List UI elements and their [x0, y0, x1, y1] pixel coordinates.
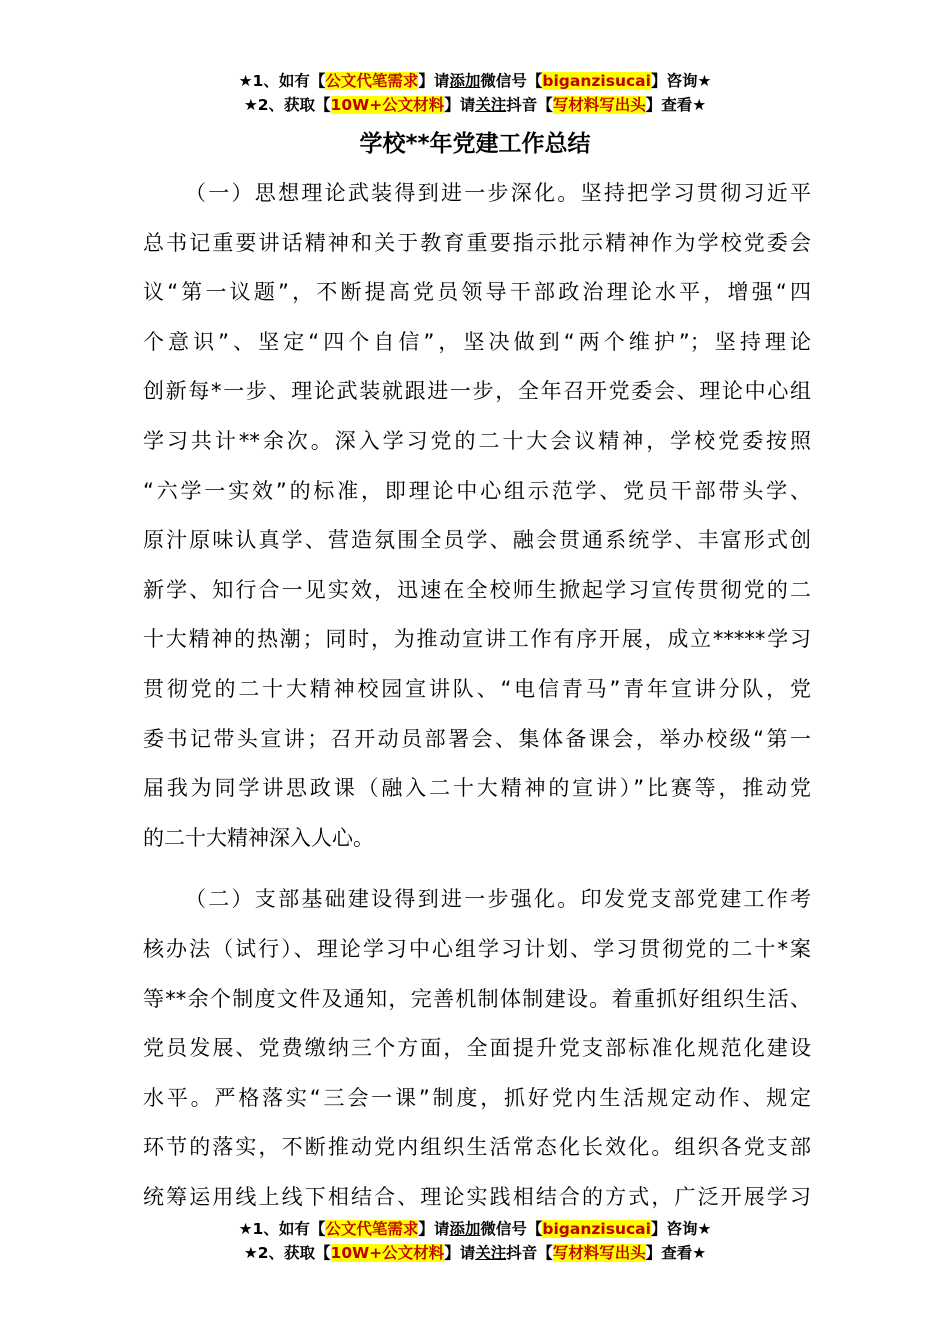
document-body [143, 169, 811, 1222]
banner-underline: 添加 [449, 1220, 481, 1238]
banner-highlight: biganzisucai [542, 1220, 651, 1238]
header-banner [0, 69, 950, 117]
banner-underline: 添加 [449, 72, 481, 90]
footer-banner [0, 1217, 950, 1265]
banner-line-2 [0, 1241, 950, 1265]
body-line: 创新每*一步、理论武装就跟进一步，全年召开党委会、理论中心组 [143, 379, 811, 404]
banner-text: 】查看★ [645, 1244, 707, 1262]
banner-underline: 关注 [475, 96, 507, 114]
body-line: 贯彻党的二十大精神校园宣讲队、“电信青马”青年宣讲分队，党 [143, 676, 811, 701]
banner-highlight: 公文代笔需求 [325, 72, 419, 90]
body-line: 十大精神的热潮；同时，为推动宣讲工作有序开展，成立*****学习 [143, 627, 811, 652]
banner-line-2 [0, 93, 950, 117]
banner-line-1 [0, 69, 950, 93]
body-line: （二）支部基础建设得到进一步强化。印发党支部党建工作考 [185, 887, 811, 912]
body-line: 议“第一议题”，不断提高党员领导干部政治理论水平，增强“四 [143, 280, 811, 305]
banner-highlight: 写材料写出头 [552, 1244, 646, 1262]
banner-text: 微信号【 [480, 1220, 543, 1238]
banner-text: 抖音【 [506, 96, 553, 114]
banner-text: 】请 [444, 1244, 476, 1262]
body-line: 等**余个制度文件及通知，完善机制体制建设。着重抓好组织生活、 [143, 986, 811, 1011]
banner-highlight: 10W+公文材料 [330, 1244, 445, 1262]
paragraph-gap [143, 863, 811, 875]
body-line: 统筹运用线上线下相结合、理论实践相结合的方式，广泛开展学习 [143, 1184, 811, 1209]
banner-highlight: 10W+公文材料 [330, 96, 445, 114]
banner-highlight: biganzisucai [542, 72, 651, 90]
banner-text: 】请 [418, 1220, 450, 1238]
banner-text: 抖音【 [506, 1244, 553, 1262]
banner-text: 】请 [444, 96, 476, 114]
banner-text: ★2、获取【 [243, 96, 331, 114]
body-line: 的二十大精神深入人心。 [143, 825, 374, 850]
body-line: （一）思想理论武装得到进一步深化。坚持把学习贯彻习近平 [185, 181, 811, 205]
banner-underline: 关注 [475, 1244, 507, 1262]
body-line: 核办法（试行）、理论学习中心组学习计划、学习贯彻党的二十*案 [143, 936, 811, 961]
banner-text: 】咨询★ [650, 1220, 712, 1238]
banner-line-1 [0, 1217, 950, 1241]
body-line: 原汁原味认真学、营造氛围全员学、融会贯通系统学、丰富形式创 [143, 528, 811, 553]
banner-text: ★1、如有【 [238, 1220, 326, 1238]
banner-text: 】咨询★ [650, 72, 712, 90]
body-line: 党员发展、党费缴纳三个方面，全面提升党支部标准化规范化建设 [143, 1036, 811, 1061]
body-line: 个意识”、坚定“四个自信”，坚决做到“两个维护”；坚持理论 [143, 329, 811, 354]
banner-text: 微信号【 [480, 72, 543, 90]
body-line: 届我为同学讲思政课（融入二十大精神的宣讲）”比赛等，推动党 [143, 776, 811, 801]
document-title: 学校**年党建工作总结 [359, 131, 591, 157]
banner-text: ★2、获取【 [243, 1244, 331, 1262]
body-line: “六学一实效”的标准，即理论中心组示范学、党员干部带头学、 [143, 478, 811, 503]
body-line: 总书记重要讲话精神和关于教育重要指示批示精神作为学校党委会 [143, 230, 811, 255]
body-line: 环节的落实，不断推动党内组织生活常态化长效化。组织各党支部 [143, 1135, 811, 1160]
banner-text: ★1、如有【 [238, 72, 326, 90]
body-line: 水平。严格落实“三会一课”制度，抓好党内生活规定动作、规定 [143, 1085, 811, 1110]
body-line: 新学、知行合一见实效，迅速在全校师生掀起学习宣传贯彻党的二 [143, 577, 811, 602]
banner-highlight: 写材料写出头 [552, 96, 646, 114]
banner-text: 】查看★ [645, 96, 707, 114]
banner-highlight: 公文代笔需求 [325, 1220, 419, 1238]
body-line: 学习共计**余次。深入学习党的二十大会议精神，学校党委按照 [143, 428, 811, 453]
banner-text: 】请 [418, 72, 450, 90]
body-line: 委书记带头宣讲；召开动员部署会、集体备课会，举办校级“第一 [143, 726, 811, 751]
